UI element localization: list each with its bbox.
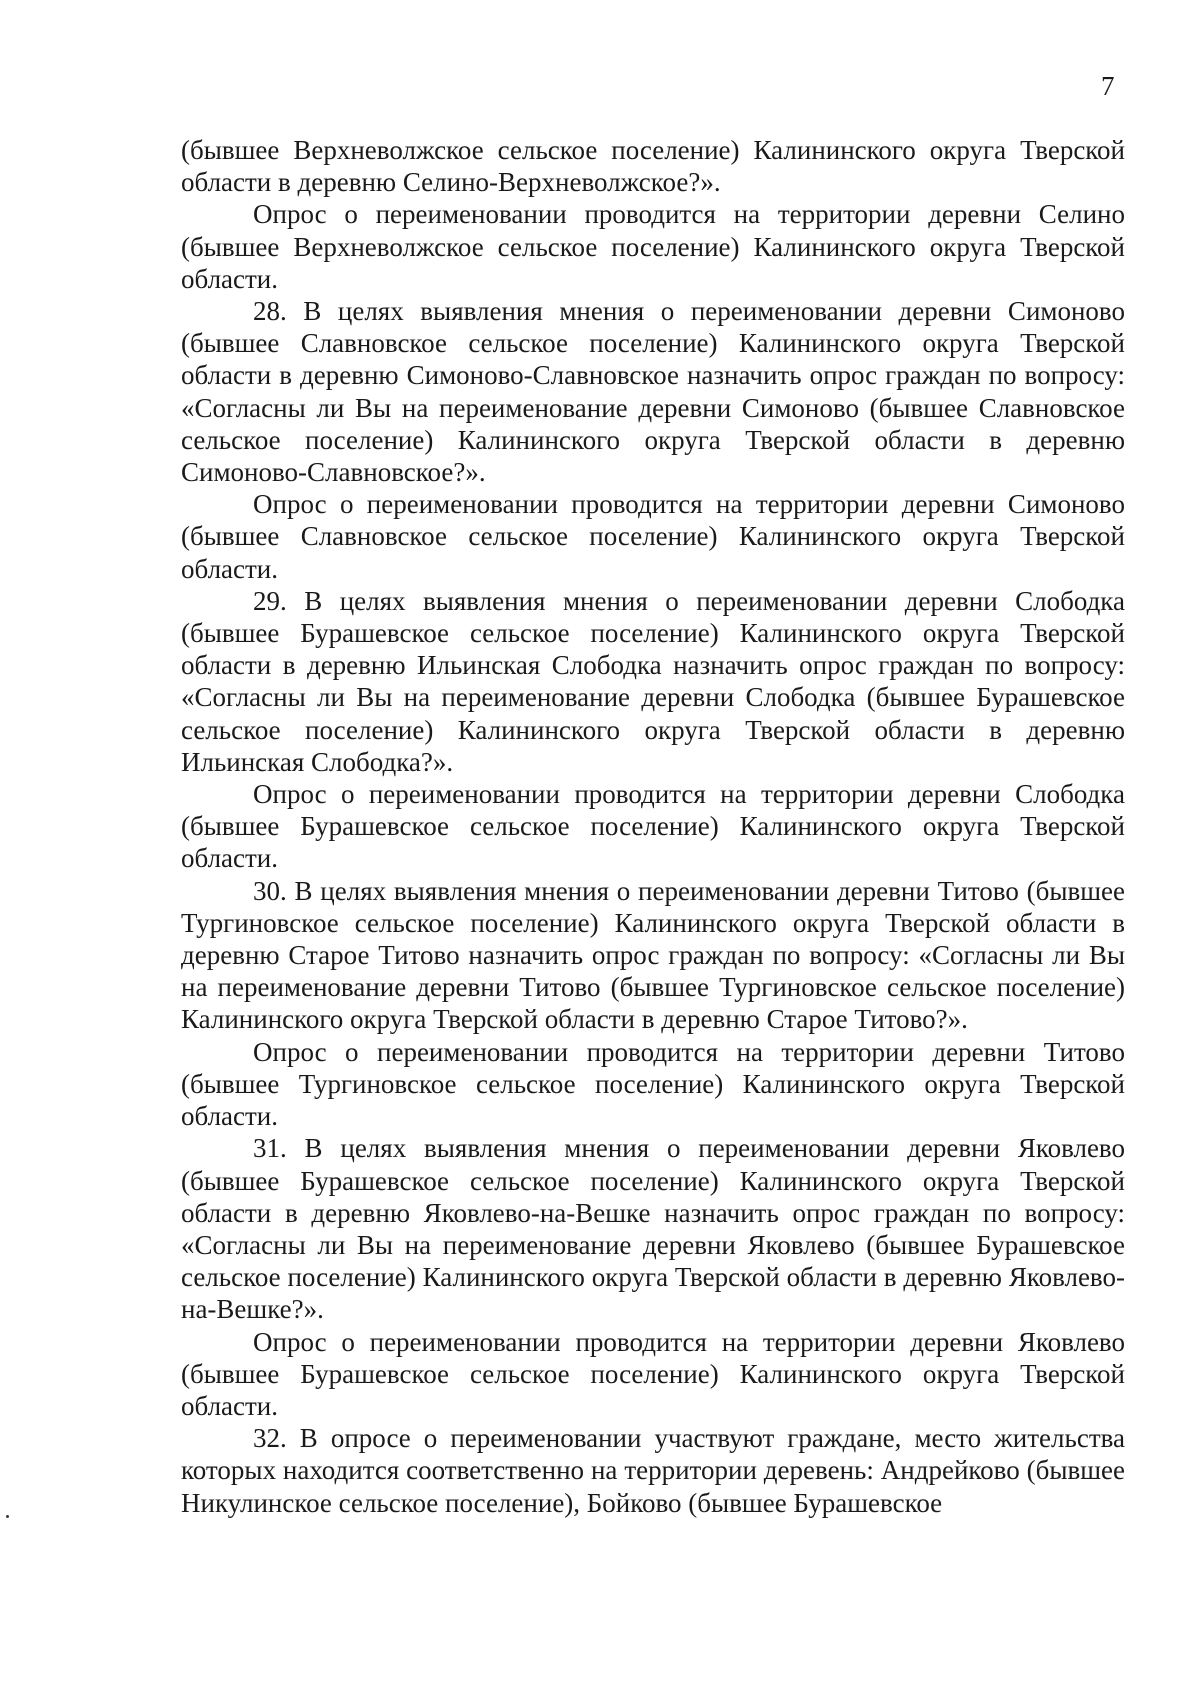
document-body bbox=[181, 134, 1125, 1519]
paragraph-yakovlevo-survey-location: Опрос о переименовании проводится на территории деревни Яковлево (бывшее Бурашевское сельское поселение) Калининского округа Тверской области. bbox=[181, 1326, 1125, 1421]
paragraph-continuation: (бывшее Верхневолжское сельское поселение) Калининского округа Тверской области в деревню Селино-Верхневолжское?». bbox=[181, 135, 1125, 198]
paragraph-titovo-survey-location: Опрос о переименовании проводится на территории деревни Титово (бывшее Тургиновское сельское поселение) Калининского округа Тверской области. bbox=[181, 1036, 1125, 1132]
scan-speck bbox=[6, 1515, 9, 1518]
paragraph-item-32: 32. В опросе о переименовании участвуют граждане, место жительства которых находится соответственно на территории деревень: Андрейково (бывшее Никулинское сельское поселение), Бойково (бывшее Бурашевское bbox=[181, 1423, 1125, 1518]
paragraph-slobodka-survey-location: Опрос о переименовании проводится на территории деревни Слободка (бывшее Бурашевское сельское поселение) Калининского округа Тверской области. bbox=[181, 779, 1125, 874]
paragraph-item-28: 28. В целях выявления мнения о переименовании деревни Симоново (бывшее Славновское сельское поселение) Калининского округа Тверской области в деревню Симоново-Славновское назначить опрос граждан по вопросу: «Согласны ли Вы на переименование деревни Симоново (бывшее Славновское сельское поселение) Калининского округа Тверской области в деревню Симоново-Славновское?». bbox=[181, 296, 1125, 488]
paragraph-item-30: 30. В целях выявления мнения о переименовании деревни Титово (бывшее Тургиновское сельское поселение) Калининского округа Тверской области в деревню Старое Титово назначить опрос граждан по вопросу: «Согласны ли Вы на переименование деревни Титово (бывшее Тургиновское сельское поселение) Калининского округа Тверской области в деревню Старое Титово?». bbox=[181, 875, 1125, 1035]
paragraph-item-29: 29. В целях выявления мнения о переименовании деревни Слободка (бывшее Бурашевское сельское поселение) Калининского округа Тверской области в деревню Ильинская Слободка назначить опрос граждан по вопросу: «Согласны ли Вы на переименование деревни Слободка (бывшее Бурашевское сельское поселение) Калининского округа Тверской области в деревню Ильинская Слободка?». bbox=[181, 585, 1125, 777]
paragraph-selino-survey-location: Опрос о переименовании проводится на территории деревни Селино (бывшее Верхневолжское сельское поселение) Калининского округа Тверской области. bbox=[181, 199, 1125, 294]
paragraph-simonovo-survey-location: Опрос о переименовании проводится на территории деревни Симоново (бывшее Славновское сельское поселение) Калининского округа Тверской области. bbox=[181, 489, 1125, 584]
paragraph-item-31: 31. В целях выявления мнения о переименовании деревни Яковлево (бывшее Бурашевское сельское поселение) Калининского округа Тверской области в деревню Яковлево-на-Вешке назначить опрос граждан по вопросу: «Согласны ли Вы на переименование деревни Яковлево (бывшее Бурашевское сельское поселение) Калининского округа Тверской области в деревню Яковлево-на-Вешке?». bbox=[181, 1133, 1125, 1325]
page-number: 7 bbox=[1101, 71, 1115, 101]
